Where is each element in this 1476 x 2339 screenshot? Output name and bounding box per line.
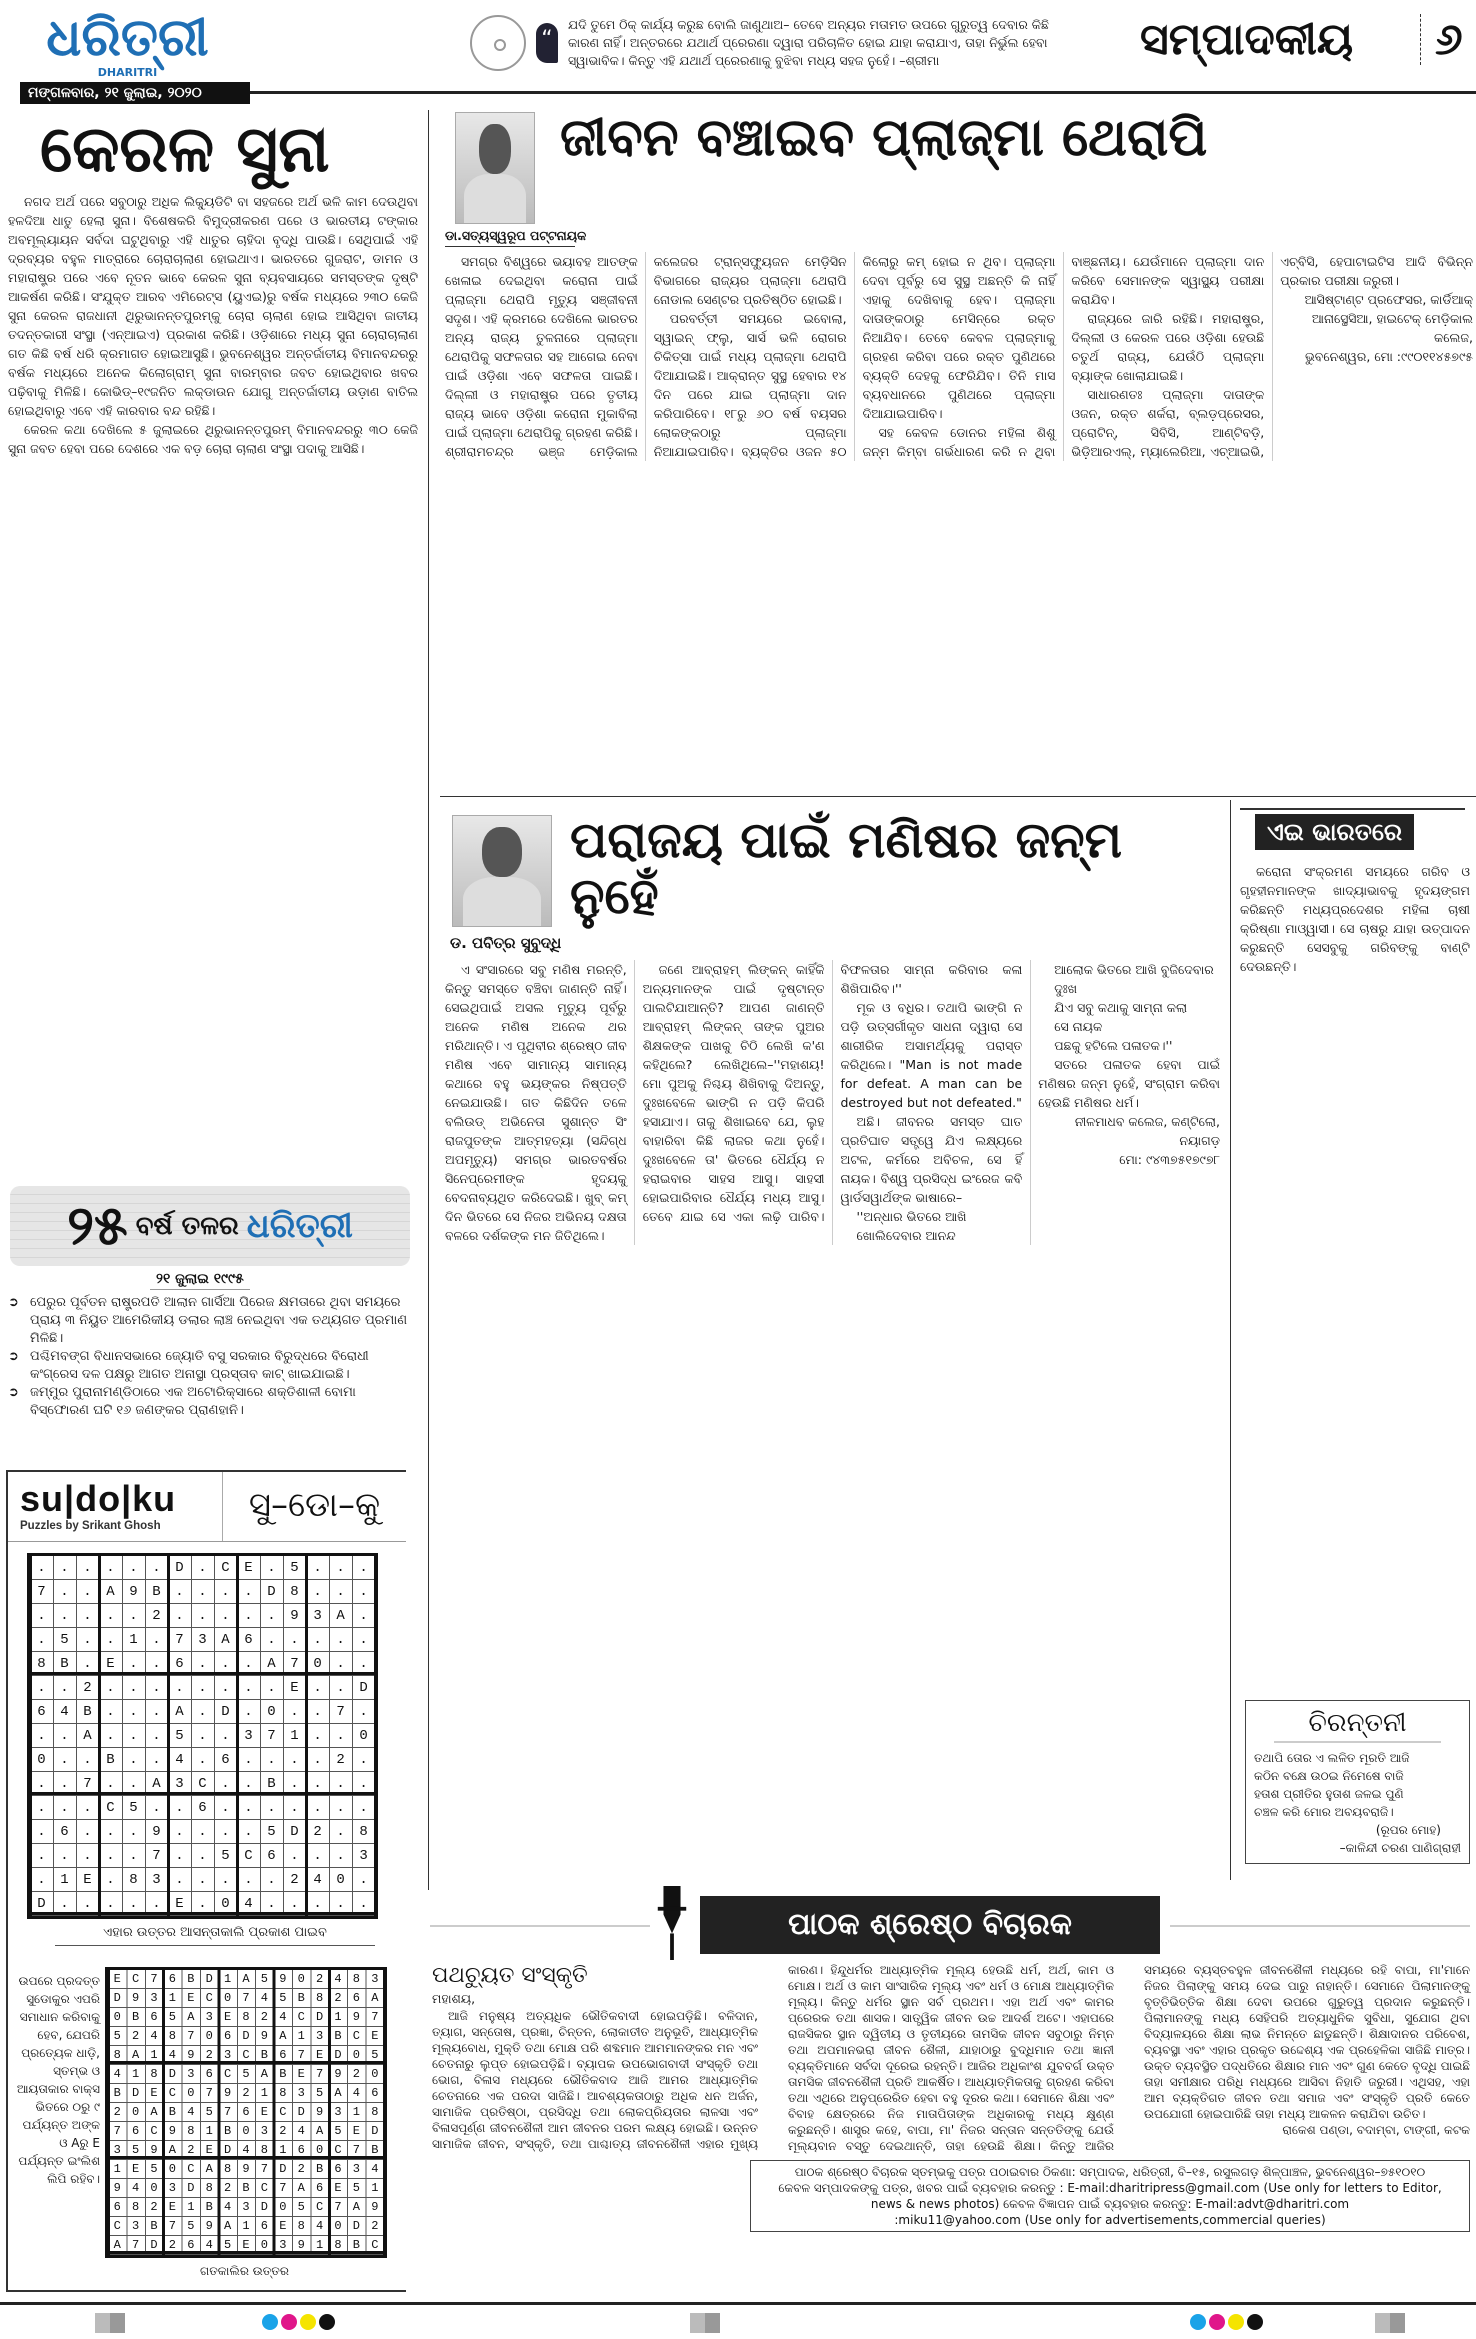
letter-signature: ରାକେଶ ପଣ୍ଡା, ବଦାମ୍ବା, ଟାଙ୍ଗୀ, କଟକ: [1282, 2123, 1470, 2137]
logo-text: ଧରିତ୍ରୀ: [46, 8, 209, 68]
plasma-paragraph: ସମଗ୍ର ବିଶ୍ୱରେ ଭୟାବହ ଆତଙ୍କ ଖେଳାଇ ଦେଇଥିବା କରୋନା ପାଇଁ ପ୍ଲାଜ୍‌ମା ଥେରାପି ମୃତ୍ୟୁ ସଞ୍ଜୀବନୀ ସଦୃଶ। ଏହି କ୍ରମରେ ଦେଖିଲେ ଭାରତର ଅନ୍ୟ ରାଜ୍ୟ ତୁଳନାରେ ପ୍ଲାଜ୍‌ମା ଥେରାପିକୁ ସଫଳତାର ସହ ଆଗେଇ ନେବା ପାଇଁ ଓଡ଼ିଶା ଏବେ ସଫଳତା ପାଇଛି। ଦିଲ୍ଲୀ ଓ ମହାରାଷ୍ଟ୍ର ପରେ ତୃତୀୟ ରାଜ୍ୟ ଭାବେ ଓଡ଼ିଶା କରୋନା ମୁକାବିଲା ପାଇଁ ପ୍ଲାଜ୍‌ମା ଥେରାପିକୁ ଗ୍ରହଣ କରିଛି। ଶ୍ରୀରାମଚନ୍ଦ୍ର ଭଞ୍ଜ ମେଡ଼ିକାଲ କଲେଜର ଟ୍ରାନ୍ସଫ୍ୟୁଜନ ମେଡ଼ିସିନ ବିଭାଗରେ ରାଜ୍ୟର ପ୍ଲାଜ୍‌ମା ଥେରାପି ନୋଡାଲ ସେଣ୍ଟର ପ୍ରତିଷ୍ଠିତ ହୋଇଛି।: [445, 254, 847, 459]
footer-rule: [0, 2302, 1476, 2305]
section-title: ସମ୍ପାଦକୀୟ: [1140, 14, 1354, 65]
defeat-paragraph: ଏ ସଂସାରରେ ସବୁ ମଣିଷ ମରନ୍ତି, କିନ୍ତୁ ସମସ୍ତେ ବଞ୍ଚିବା ଜାଣନ୍ତି ନାହିଁ। ସେଇଥିପାଇଁ ଅସଲ ମୃତ୍ୟୁ ପୂର୍ବରୁ ଅନେକ ମଣିଷ ଅନେକ ଥର ମରିଥାନ୍ତି। ଏ ପୃଥିବୀର ଶ୍ରେଷ୍ଠ ଜୀବ ମଣିଷ ଏବେ ସାମାନ୍ୟ ସାମାନ୍ୟ କଥାରେ ବହୁ ଭୟଙ୍କର ନିଷ୍ପତ୍ତି ନେଇଯାଉଛି। ଗତ କିଛିଦିନ ତଳେ ବଲିଉଡ୍ ଅଭିନେତା ସୁଶାନ୍ତ ସିଂ ରାଜପୁତଙ୍କ ଆତ୍ମହତ୍ୟା (ସନ୍ଦିଗ୍ଧ ଅପମୃତ୍ୟୁ) ସମଗ୍ର ଭାରତବର୍ଷର ସିନେପ୍ରେମୀଙ୍କ ହୃଦୟକୁ ବେଦନାବ୍ୟଥିତ କରିଦେଇଛି। ଖୁବ୍ କମ୍ ଦିନ ଭିତରେ ସେ ନିଜର ଅଭିନୟ ଦକ୍ଷତା ବଳରେ ଦର୍ଶକଙ୍କ ମନ ଜିତିଥିଲେ।: [445, 962, 627, 1243]
sudoku-byline: Puzzles by Srikant Ghosh: [20, 1520, 161, 1532]
ei-bharatare-body: [1240, 862, 1470, 976]
sudoku-row[interactable]: .6...9....5D2.8: [37, 1824, 383, 1840]
poem-line: ସେ ନାୟକ: [1054, 1019, 1103, 1034]
defeat-paragraph: ମୂକ ଓ ବଧିର। ତଥାପି ଭାଙ୍ଗି ନ ପଡ଼ି ଉତ୍ସର୍ଗୀକୃତ ସାଧନା ଦ୍ୱାରା ସେ ଶାରୀରିକ ଅସାମର୍ଥ୍ୟକୁ ପରାସ୍ତ କରିଥିଲେ। "Man is not made for defeat. A man can be destroyed but not defeated.": [840, 1000, 1023, 1110]
signature-line: ଆନାସ୍ଥେସିଆ, ହାଇଟେକ୍ ମେଡ଼ିକାଲ କଲେଜ,: [1311, 311, 1473, 345]
poem-line: ଚଞ୍ଚଳ କରି ମୋର ଅବୟବରାଜି।: [1254, 1805, 1394, 1819]
chirantani-title: ଚିରନ୍ତନୀ: [1274, 1707, 1441, 1743]
sudoku-row[interactable]: .5..1.73A6.....: [37, 1632, 383, 1648]
list-item: ➲ ଜମ୍ମୁର ପୁରାନାମଣ୍ଡିଠାରେ ଏକ ଅଟୋରିକ୍ସାରେ ଶକ୍ତିଶାଳୀ ବୋମା ବିସ୍ଫୋରଣ ଘଟି ୧୬ ଜଣଙ୍କର ପ୍ରାଣହାନି।: [8, 1384, 413, 1420]
years-number: ୨୫: [67, 1194, 128, 1257]
signature-line: ଆସିଷ୍ଟାଣ୍ଟ ପ୍ରଫେସର, କାର୍ଡିଆକ୍: [1304, 292, 1473, 307]
color-registration-mark: [262, 2314, 335, 2330]
gray-registration-mark: [690, 2313, 720, 2333]
address-line[interactable]: କେବଳ ସମ୍ପାଦକଙ୍କୁ ପତ୍ର, ଖବର ପାଇଁ ବ୍ୟବହାର କରନ୍ତୁ : E-mail:dharitripress@gmail.com (Use only for letters to Editor,: [778, 2181, 1442, 2195]
defeat-closing: ସତରେ ପଳାତକ ହେବା ପାଇଁ ମଣିଷର ଜନ୍ମ ନୁହେଁ, ସଂଗ୍ରାମ କରିବା ହେଉଛି ମଣିଷର ଧର୍ମ।: [1038, 1057, 1220, 1110]
letter-salutation: ମହାଶୟ,: [432, 1991, 476, 2006]
pen-nib-icon: [655, 1886, 689, 1960]
address-line: ପାଠକ ଶ୍ରେଷ୍ଠ ବିଚାରକ ସ୍ତମ୍ଭକୁ ପତ୍ର ପଠାଇବାର ଠିକଣା: ସମ୍ପାଦକ, ଧରିତ୍ରୀ, ବି–୧୫, ରସୁଲଗଡ଼ ଶିଳ୍ପାଞ୍ଚଳ, ଭୁବନେଶ୍ୱର–୭୫୧୦୧୦: [794, 2165, 1426, 2179]
sidebar-rule: [1240, 808, 1465, 810]
answer-row: A7D2645E03918BC: [113, 2238, 390, 2252]
sudoku-row[interactable]: .....2.....93A.: [37, 1608, 383, 1624]
answer-note: ଗତକାଲିର ଉତ୍ତର: [200, 2264, 289, 2278]
column-divider: [1230, 800, 1231, 1880]
poem-line: ପଛକୁ ହଟିଲେ ପଳାତକ।'': [1054, 1038, 1173, 1053]
wheel-emblem-icon: [470, 15, 526, 71]
readers-section: [432, 1962, 1470, 2232]
gray-registration-mark: [95, 2313, 125, 2333]
editorial-body: [8, 192, 418, 1180]
sudoku-row[interactable]: ...C5..6.......: [37, 1800, 383, 1816]
logo-subtext: DHARITRI: [97, 66, 158, 79]
sudoku-row[interactable]: .....7..5C6...3: [37, 1848, 383, 1864]
plasma-headline: ଜୀବନ ବଞ୍ଚାଇବ ପ୍ଲାଜ୍‌ମା ଥେରାପି: [560, 108, 1208, 168]
defeat-author: ଡ. ପବିତ୍ର ସୁବୁଦ୍ଧି: [450, 934, 562, 952]
quote-text: ଯଦି ତୁମେ ଠିକ୍ କାର୍ଯ୍ୟ କରୁଛ ବୋଲି ଜାଣୁଥାଅ– ତେବେ ଅନ୍ୟର ମତାମତ ଉପରେ ଗୁରୁତ୍ୱ ଦେବାର କିଛି କାରଣ ନାହିଁ। ଅନ୍ତରରେ ଯଥାର୍ଥ ପ୍ରେରଣା ଦ୍ୱାରା ପରିଚାଳିତ ହୋଇ ଯାହା କରାଯାଏ, ତାହା ନିର୍ଭୁଲ ହେବା ସ୍ୱାଭାବିକ। କିନ୍ତୁ ଏହି ଯଥାର୍ଥ ପ୍ରେରଣାକୁ ବୁଝିବା ମଧ୍ୟ ସହଜ ନୁହେଁ। –ଶ୍ରୀମା: [568, 17, 1049, 68]
plasma-paragraph: ସାଧାରଣତଃ ପ୍ଲାଜ୍‌ମା ଦାତାଙ୍କ ଓଜନ, ରକ୍ତ ଶର୍କରା, ବ୍ଲଡ଼ପ୍ରେସର, ପ୍ରୋଟିନ୍, ସିବିସି, ଆଣ୍ଟିବଡ଼ି, ଭିଡ଼ିଆରଏଲ୍, ମ୍ୟାଲେରିଆ, ଏଚ୍‌ଆଇଭି, ଏଚ୍‌ବିସି, ହେପାଟାଇଟିସ ଆଦି ବିଭିନ୍ନ ପ୍ରକାର ପରୀକ୍ଷା ଜରୁରୀ।: [1071, 254, 1473, 459]
list-item: ➲ ପଶ୍ଚିମବଙ୍ଗ ବିଧାନସଭାରେ ଜ୍ୟୋତି ବସୁ ସରକାର ବିରୁଦ୍ଧରେ ବିରୋଧୀ କଂଗ୍ରେସ ଦଳ ପକ୍ଷରୁ ଆଗତ ଅନାସ୍ଥା ପ୍ରସ୍ତାବ କାଟ୍ ଖାଇଯାଇଛି।: [8, 1348, 413, 1384]
poem-line: ''ଅନ୍ଧାର ଭିତରେ ଆଖି ଖୋଲିଦେବାର ଆନନ୍ଦ: [856, 1209, 967, 1243]
sudoku-row[interactable]: ......D.CE.5...: [37, 1560, 383, 1576]
sudoku-row[interactable]: ..A...5..371..0: [37, 1728, 383, 1744]
sudoku-row[interactable]: 0..B..4.6....2.: [37, 1752, 383, 1768]
25-years-ago-banner: [10, 1186, 410, 1266]
answer-row: 0B65A3E824CD197: [113, 2010, 390, 2024]
plasma-author: ଡା.ସତ୍ୟସ୍ୱରୂପ ପଟ୍ଟନାୟକ: [445, 228, 587, 243]
plasma-signature: [1280, 290, 1473, 366]
signature-line: ଭୁବନେଶ୍ୱର, ମୋ :୯୯୦୧୧୪୫୭୯୫: [1304, 349, 1473, 364]
signature-line: ମୋ: ୯୪୩୭୫୧୭୯୭୮: [1119, 1152, 1220, 1167]
section-divider: [440, 796, 1476, 797]
poem-line: ହତାଶ ପ୍ରୀତିର ହୁତାଶ ଜଳଇ ପୁଣି: [1254, 1787, 1404, 1801]
sudoku-answer-grid: [108, 1970, 390, 2255]
answer-row: 5248706D9A13BCE: [113, 2029, 390, 2043]
sudoku-row[interactable]: D.....E.04.....: [37, 1896, 383, 1912]
column-divider: [428, 110, 429, 1890]
gray-registration-mark: [1375, 2313, 1405, 2333]
quote-box: [470, 6, 1070, 80]
answer-row: 20AB4576ECD9318: [113, 2105, 390, 2119]
readers-address-box: [750, 2160, 1470, 2232]
editorial-paragraph: ନଗଦ ଅର୍ଥ ପରେ ସବୁଠାରୁ ଅଧିକ ଲିକ୍ୟୁଡିଟି ବା ସହଜରେ ଅର୍ଥ ଭଳି କାମ ଦେଉଥିବା ହଳଦିଆ ଧାତୁ ହେଲା ସୁନା। ବିଶେଷକରି ବିମୁଦ୍ରୀକରଣ ପରେ ଓ ଭାରତୀୟ ଟଙ୍କାର ଅବମୂଲ୍ୟାୟନ ସର୍ବଦା ଘଟୁଥିବାରୁ ଏହି ଧାତୁର ଚାହିଦା ବୃଦ୍ଧି ପାଉଛି। ସେଥିପାଇଁ ଏହି ଦ୍ରବ୍ୟର ବହୁଳ ମାତ୍ରାରେ ଚୋରାଚାଲାଣ ହୋଇଥାଏ। ଭାରତରେ ଗୁଜରାଟ, ଡାମନ ଓ ମହାରାଷ୍ଟ୍ର ପରେ ଏବେ ନୂତନ ଭାବେ କେରଳ ସୁନା ବ୍ୟବସାୟରେ ସମସ୍ତଙ୍କ ଦୃଷ୍ଟି ଆକର୍ଷଣ କରିଛି। ସଂଯୁକ୍ତ ଆରବ ଏମିରେଟ୍ସ (ୟୁଏଇ)ରୁ ବର୍ଷକ ମଧ୍ୟରେ ୨୩୦ କେଜି ସୁନା କେରଳ ରାଜଧାନୀ ଥିରୁଭାନନ୍ତପୁରମ୍‌କୁ ଚୋରା ଚାଲାଣ ହୋଇ ଆସିଥିବା ଜାତୀୟ ତଦନ୍ତକାରୀ ସଂସ୍ଥା (ଏନ୍‌ଆଇଏ) ପ୍ରକାଶ କରିଛି। ଓଡ଼ିଶାରେ ମଧ୍ୟ ସୁନା ଚୋରାଚାଲାଣ ଗତ କିଛି ବର୍ଷ ଧରି କ୍ରମାଗତ ହୋଇଆସୁଛି। ଭୁବନେଶ୍ୱର ଅନ୍ତର୍ଜାତୀୟ ବିମାନବନ୍ଦରରୁ ବର୍ଷକ ମଧ୍ୟରେ ଅନେକ କିଲୋଗ୍ରାମ୍ ସୁନା ବାରମ୍ବାର ଜବତ ହୋଇଥିବାର ଖବର ପଢ଼ିବାକୁ ମିଳିଛି। କୋଭିଡ୍–୧୯ଜନିତ ଲକ୍‌ଡାଉନ ଯୋଗୁ ଅନ୍ତର୍ଜାତୀୟ ଉଡ଼ାଣ ବାତିଲ ହୋଇଥିବାରୁ ଏବେ ଏହି କାରବାର ବନ୍ଦ ରହିଛି।: [8, 194, 418, 418]
answer-row: 9403D82BC7A6E51: [113, 2181, 390, 2195]
page-number: ୬: [1420, 14, 1463, 65]
answer-row: 1E50CA897D2B634: [113, 2162, 390, 2176]
letter-title: ପଥଚ୍ୟୁତ ସଂସ୍କୃତି: [432, 1963, 588, 1988]
author-photo: [455, 112, 535, 224]
readers-banner: ପାଠକ ଶ୍ରେଷ୍ଠ ବିଚାରକ: [700, 1896, 1160, 1954]
answer-row: BDEC07921835A46: [113, 2086, 390, 2100]
sudoku-row[interactable]: .1E.83.....240.: [37, 1872, 383, 1888]
plasma-paragraph: ପରବର୍ତ୍ତୀ ସମୟରେ ଇବୋଲା, ସ୍ୱାଇନ୍ ଫ୍ଲୁ, ସାର୍ସ ଭଳି ରୋଗର ଚିକିତ୍ସା ପାଇଁ ମଧ୍ୟ ପ୍ଲାଜ୍‌ମା ଥେରାପି ଦିଆଯାଇଛି। ଆକ୍ରାନ୍ତ ସୁସ୍ଥ ହେବାର ୧୪ ଦିନ ପରେ ଯାଇ ପ୍ଲାଜ୍‌ମା ଦାନ କରିପାରିବେ। ୧୮ରୁ ୬୦ ବର୍ଷ ବୟସର ଲୋକଙ୍କଠାରୁ ପ୍ଲାଜ୍‌ମା ନିଆଯାଇପାରିବ। ବ୍ୟକ୍ତିର ଓଜନ ୫୦ କିଲୋରୁ କମ୍ ହୋଇ ନ ଥିବ। ପ୍ଲାଜ୍‌ମା ଦେବା ପୂର୍ବରୁ ସେ ସୁସ୍ଥ ଅଛନ୍ତି କି ନାହିଁ ଏହାକୁ ଦେଖିବାକୁ ହେବ। ପ୍ଲାଜ୍‌ମା ଦାତାଙ୍କଠାରୁ ମେସିନ୍‌ରେ ରକ୍ତ ନିଆଯିବ। ତେବେ କେବଳ ପ୍ଲାଜ୍‌ମାକୁ ଗ୍ରହଣ କରିବା ପରେ ରକ୍ତ ପୁଣିଥରେ ବ୍ୟକ୍ତି ଦେହକୁ ଫେରିଯିବ। ତିନି ମାସ ବ୍ୟବଧାନରେ ପୁଣିଥରେ ପ୍ଲାଜ୍‌ମା ଦିଆଯାଇପାରିବ।: [653, 254, 1056, 459]
years-date: ୨୧ ଜୁଲାଇ ୧୯୯୫: [150, 1270, 250, 1290]
sudoku-logo: su|do|ku: [20, 1478, 177, 1519]
answer-row: EC76BD1A5902483: [113, 1972, 390, 1986]
poem-line: ତଥାପି ତୋର ଏ ଲଳିତ ମୂରତି ଆଜି: [1254, 1751, 1410, 1765]
defeat-headline: ପରାଜୟ ପାଇଁ ମଣିଷର ଜନ୍ମ ନୁହେଁ: [570, 811, 1122, 925]
sudoku-row[interactable]: 8B.E..6...A70..: [37, 1656, 383, 1672]
sudoku-row[interactable]: ..2........E..D: [37, 1680, 383, 1696]
plasma-paragraph: ରାଜ୍ୟରେ ଜାରି ରହିଛି। ମହାରାଷ୍ଟ୍ର, ଦିଲ୍ଲୀ ଓ କେରଳ ପରେ ଓଡ଼ିଶା ହେଉଛି ଚତୁର୍ଥ ରାଜ୍ୟ, ଯେଉଁଠି ପ୍ଲାଜ୍‌ମା ବ୍ୟାଙ୍କ ଖୋଲାଯାଇଛି।: [1071, 311, 1265, 383]
sudoku-row[interactable]: 7..A9B....D8...: [37, 1584, 383, 1600]
masthead-rule: [250, 91, 1476, 94]
answer-row: 8A14923CB67ED05: [113, 2048, 390, 2062]
letter-body: [432, 1962, 1470, 2154]
years-news-list: [8, 1294, 413, 1420]
byline-rule: [445, 246, 575, 247]
sidebar-paragraph: କରୋନା ସଂକ୍ରମଣ ସମୟରେ ଗରିବ ଓ ଗୃହହୀନମାନଙ୍କ ଖାଦ୍ୟାଭାବକୁ ହୃଦୟଙ୍ଗମ କରିଛନ୍ତି ମଧ୍ୟପ୍ରଦେଶର ମହିଳା ଚାଷୀ କ୍ରିଷ୍ଣା ମାଓ୍ୱାସୀ। ସେ ଚାଷରୁ ଯାହା ଉତ୍ପାଦନ କରୁଛନ୍ତି ସେସବୁକୁ ଗରିବଙ୍କୁ ବାଣ୍ଟି ଦେଉଛନ୍ତି।: [1240, 864, 1470, 974]
signature-line: ନୀଳମାଧବ କଲେଜ, କଣ୍ଟିଲୋ, ନୟାଗଡ଼: [1074, 1114, 1220, 1148]
answer-row: 76C981B0324A5ED: [113, 2124, 390, 2138]
poem-line: ଆଲୋକ ଭିତରେ ଆଖି ବୁଜିଦେବାର ଦୁଃଖ: [1054, 962, 1214, 996]
banner-rule: [1170, 1925, 1470, 1927]
defeat-signature: [1038, 1112, 1220, 1169]
sudoku-row[interactable]: ..7..A3C..B....: [37, 1776, 383, 1792]
address-line[interactable]: news & news photos) କେବଳ ବିଜ୍ଞାପନ ପାଇଁ ବ୍ୟବହାର କରନ୍ତୁ: E-mail:advt@dharitri.com: [870, 2197, 1350, 2211]
years-brand: ଧରିତ୍ରୀ: [246, 1206, 353, 1246]
list-item: ➲ ପେରୁର ପୂର୍ବତନ ରାଷ୍ଟ୍ରପତି ଆଲାନ ଗାର୍ସିଆ ପିରେଜ କ୍ଷମତାରେ ଥିବା ସମୟରେ ପ୍ରାୟ ୩ ନିୟୁତ ଆମେରିକୀୟ ଡଲାର ଲାଞ୍ଚ ନେଇଥିବା ଏକ ତଥ୍ୟଗତ ପ୍ରମାଣ ମିଳିଛି।: [8, 1294, 413, 1348]
editorial-paragraph: କେରଳ କଥା ଦେଖିଲେ ୫ ଜୁଲାଇରେ ଥିରୁଭାନନ୍ତପୁରମ୍ ବିମାନବନ୍ଦରରୁ ୩୦ କେଜି ସୁନା ଜବତ ହେବା ପରେ ଦେଶରେ ଏକ ବଡ଼ ଚୋରା ଚାଲାଣ ସଂସ୍ଥା ପଦାକୁ ଆସିଛି।: [8, 422, 418, 456]
quote-mark-icon: “: [536, 23, 558, 63]
sudoku-title-odia: ସୁ–ଡୋ–କୁ: [248, 1485, 381, 1525]
sudoku-instructions: ଉପରେ ପ୍ରଦତ୍ତ ସୁଡୋକୁର ଏପରି ସମାଧାନ କରିବାକୁ ହେବ, ଯେପରି ପ୍ରତ୍ୟେକ ଧାଡ଼ି, ସ୍ତମ୍ଭ ଓ ଆୟତାକାର ବାକ୍ସ ଭିତରେ ୦ରୁ ୯ ପର୍ଯ୍ୟନ୍ତ ଅଙ୍କ ଓ Aରୁ E ପର୍ଯ୍ୟନ୍ତ ଇଂଲିଶ ଲିପି ରହିବ।: [16, 1974, 100, 2186]
defeat-paragraph: ଜଣେ ଆବ୍ରାହମ୍ ଲିଙ୍କନ୍ କାହିଁକି ଅନ୍ୟମାନଙ୍କ ପାଇଁ ଦୃଷ୍ଟାନ୍ତ ପାଲଟିଯାଆନ୍ତି? ଆପଣ ଜାଣନ୍ତି ଆବ୍ରାହମ୍ ଲିଙ୍କନ୍ ତାଙ୍କ ପୁଅର ଶିକ୍ଷକଙ୍କ ପାଖକୁ ଚିଠି ଲେଖି କ'ଣ କହିଥିଲେ? ଲେଖିଥିଲେ–''ମହାଶୟ! ମୋ ପୁଅକୁ ନିଶ୍ଚୟ ଶିଖିବାକୁ ଦିଅନ୍ତୁ, ଦୁଃଖବେଳେ ଭାଙ୍ଗି ନ ପଡ଼ି କିପରି ହସାଯାଏ। ତାକୁ ଶିଖାଇବେ ଯେ, ଲୁହ ବାହାରିବା କିଛି ଲାଜର କଥା ନୁହେଁ। ଦୁଃଖବେଳେ ତା' ଭିତରେ ଧୈର୍ଯ୍ୟ ନ ହରାଇବାର ସାହସ ଆସୁ। ସାହସୀ ହୋଇପାରିବାର ଧୈର୍ଯ୍ୟ ମଧ୍ୟ ଆସୁ। ତେବେ ଯାଇ ସେ ଏକା ଲଢ଼ି ପାରିବ। ବିଫଳତାର ସାମ୍ନା କରିବାର କଳା ଶିଖିପାରିବ।'': [642, 962, 1023, 1224]
answer-row: D931EC0745B826A: [113, 1991, 390, 2005]
poem-line: କଠିନ ବକ୍ଷେ ଉଠଇ ନିମେଷେ ବାଜି: [1254, 1769, 1404, 1783]
sudoku-row[interactable]: 64B...A.D.0..7.: [37, 1704, 383, 1720]
editorial-headline: କେରଳ ସୁନା: [40, 113, 330, 187]
defeat-paragraph: ଅଛି। ଜୀବନର ସମସ୍ତ ଘାତ ପ୍ରତିଘାତ ସତ୍ତ୍ୱେ ଯିଏ ଲକ୍ଷ୍ୟରେ ଅଟଳ, କର୍ମରେ ଅବିଚଳ, ସେ ହିଁ ନାୟକ। ବିଶ୍ୱ ପ୍ରସିଦ୍ଧ ଇଂରେଜ କବି ୱାର୍ଡସୱାର୍ଥଙ୍କ ଭାଷାରେ–: [840, 1114, 1023, 1205]
author-photo: [452, 815, 552, 927]
plasma-body: [445, 252, 1473, 461]
poem-line: ଯିଏ ସବୁ କଥାକୁ ସାମ୍ନା କଲା: [1054, 1000, 1188, 1015]
answer-row: 682E1B43D05C7A9: [113, 2200, 390, 2214]
issue-date: ମଙ୍ଗଳବାର, ୨୧ ଜୁଲାଇ, ୨୦୨୦: [20, 82, 250, 104]
plasma-paragraph: ସହ କେବଳ ଡୋନର ମହିଳା ଶିଶୁ ଜନ୍ମ କିମ୍ବା ଗର୍ଭଧାରଣ କରି ନ ଥିବା ବାଞ୍ଛନୀୟ। ଯେଉଁମାନେ ପ୍ଲାଜ୍‌ମା ଦାନ କରିବେ ସେମାନଙ୍କ ସ୍ୱାସ୍ଥ୍ୟ ପରୀକ୍ଷା କରାଯିବ।: [862, 254, 1265, 459]
color-registration-mark: [1190, 2314, 1263, 2330]
banner-rule: [430, 1925, 650, 1927]
address-line[interactable]: :miku11@yahoo.com (Use only for advertisements,commercial queries): [894, 2213, 1326, 2227]
answer-row: 359A2ED48160C7B: [113, 2143, 390, 2157]
puzzle-note: ଏହାର ଉତ୍ତର ଆସନ୍ତାକାଲି ପ୍ରକାଶ ପାଇବ: [55, 1924, 375, 1946]
letter-paragraph: ଆଜି ମନୁଷ୍ୟ ଅତ୍ୟଧିକ ଭୌତିକବାଦୀ ହୋଇପଡ଼ିଛି। ବଳିଦାନ, ତ୍ୟାଗ, ସନ୍ତୋଷ, ପ୍ରଜ୍ଞା, ଚିନ୍ତନ, ଲୋକାତୀତ ଅନୁଭୂତି, ଆଧ୍ୟାତ୍ମିକ ମୂଲ୍ୟବୋଧ, ମୁକ୍ତି ତଥା ମୋକ୍ଷ ପରି ଶବ୍ଦମାନ ଆମମାନଙ୍କର ମନ ଏବଂ ଚେତନାରୁ ଲୁପ୍ତ ହୋଇପଡ଼ିଛି। ବ୍ୟାପକ ଉପଭୋଗବାଦୀ ସଂସ୍କୃତି ତଥା ଭୋଗ, ବିଳାସ ମଧ୍ୟରେ ଭୌତିକବାଦ ଆଜି ଆମର ଆଧ୍ୟାତ୍ମିକ ଚେତନାରେ ଏକ ପରଦା ସାଜିଛି। ଆବଶ୍ୟକତାଠାରୁ ଅଧିକ ଧନ ଅର୍ଜନ, ସାମାଜିକ ପ୍ରତିଷ୍ଠା, ପ୍ରସିଦ୍ଧି ତଥା ଲୋକପ୍ରିୟତାର ଲାଳସା ଏବଂ ବିଳାସପୂର୍ଣ୍ଣ ଜୀବନଶୈଳୀ ଆମ ଜୀବନର ପରମ ଲକ୍ଷ୍ୟ ହୋଇଛି। ଉନ୍ନତ ସାମାଜିକ ଜୀବନ, ସଂସ୍କୃତି, ତଥା ପାଶ୍ଚାତ୍ୟ ଜୀବନଶୈଳୀ ଏହାର ମୁଖ୍ୟ କାରଣ। ହିନ୍ଦୁଧର୍ମର ଆଧ୍ୟାତ୍ମିକ ମୂଲ୍ୟ ହେଉଛି ଧର୍ମ, ଅର୍ଥ, କାମ ଓ ମୋକ୍ଷ। ଅର୍ଥ ଓ କାମ ସାଂସାରିକ ମୂଲ୍ୟ ଏବଂ ଧର୍ମ ଓ ମୋକ୍ଷ ଆଧ୍ୟାତ୍ମିକ ମୂଲ୍ୟ। କିନ୍ତୁ ଧର୍ମର ସ୍ଥାନ ସର୍ବ ପ୍ରଥମ। ଏହା ଅର୍ଥ ଏବଂ କାମର ପ୍ରେରକ ତଥା ଶାସକ। ସାତ୍ତ୍ୱିକ ଜୀବନ ଉଚ୍ଚ ଆଦର୍ଶ ଅଟେ। ଏହାପରେ ରାଜସିକର ସ୍ଥାନ ଦ୍ୱିତୀୟ ଓ ତୃତୀୟରେ ତାମସିକ ଜୀବନ ସବୁଠାରୁ ନିମ୍ନ ତଥା ଅପମାନଭରା ଜୀବନ ଶୈଳୀ, ଯାହାଠାରୁ ବୁଦ୍ଧିମାନ ତଥା ଜ୍ଞାନୀ ବ୍ୟକ୍ତିମାନେ ସର୍ବଦା ଦୂରେଇ ରହନ୍ତି। ଆଜିର ଅଧିକାଂଶ ଯୁବବର୍ଗ ଉକ୍ତ ତାମସିକ ଜୀବନଶୈଳୀ ପ୍ରତି ଆକର୍ଷିତ। ଆଧ୍ୟାତ୍ମିକତାକୁ ଗ୍ରହଣ କରିବା ତଥା ଏଥିରେ ଅନୁପ୍ରେରିତ ହେବା ବହୁ ଦୂରର କଥା। ସେମାନେ ଶିକ୍ଷା ଏବଂ ବିବାହ କ୍ଷେତ୍ରରେ ନିଜ ମାତାପିତାଙ୍କ ଅଧିକାରକୁ ମଧ୍ୟ କ୍ଷୁଣ୍ଣ କରୁଛନ୍ତି। ଶାସ୍ତ୍ର କହେ, ବାପା, ମା' ନିଜର ସନ୍ତାନ ସନ୍ତତିଙ୍କୁ ଯେଉଁ ମୂଲ୍ୟବାନ ବସ୍ତୁ ଦେଇଥାନ୍ତି, ତାହା ହେଉଛି ଶିକ୍ଷା। କିନ୍ତୁ ଆଜିର ସମୟରେ ବ୍ୟସ୍ତବହୁଳ ଜୀବନଶୈଳୀ ମଧ୍ୟରେ ରହି ବାପା, ମା'ମାନେ ନିଜର ପିଲାଙ୍କୁ ସମୟ ଦେଇ ପାରୁ ନାହାନ୍ତି। ସେମାନେ ପିଲାମାନଙ୍କୁ ବୃତ୍ତିଭିତ୍ତିକ ଶିକ୍ଷା ଦେବା ଉପରେ ଗୁରୁତ୍ୱ ପ୍ରଦାନ କରୁଛନ୍ତି। ପିଲାମାନଙ୍କୁ ମଧ୍ୟ ସେହିପରି ଅତ୍ୟାଧୁନିକ ସୁବିଧା, ସୁଯୋଗ ଥିବା ବିଦ୍ୟାଳୟରେ ଶିକ୍ଷା ଲାଭ ନିମନ୍ତେ ଛାଡୁଛନ୍ତି। ଶିକ୍ଷାଦାନର ପରିବେଶ, ବ୍ୟବସ୍ଥା ଏବଂ ଏହାର ପ୍ରକୃତ ଉଦ୍ଦେଶ୍ୟ ଏକ ପ୍ରହେଳିକା ସାଜିଛି ମାତ୍ର। ଉକ୍ତ ବ୍ୟବସ୍ଥିତ ପଦ୍ଧତିରେ ଶିକ୍ଷାର ମାନ ଏବଂ ଗୁଣ କେତେ ବୃଦ୍ଧି ପାଇଛି ତାହା ସମୀକ୍ଷାର ପରିଧି ମଧ୍ୟରେ ଆସିବା ନିହାତି ଜରୁରୀ। ଏଥିସହ, ଏହା ଆମ ବ୍ୟକ୍ତିଗତ ଜୀବନ ତଥା ସମାଜ ଏବଂ ସଂସ୍କୃତି ପ୍ରତି କେତେ ଉପଯୋଗୀ ହୋଇପାରିଛି ତାହା ମଧ୍ୟ ଆକଳନ କରାଯିବା ଉଚିତ।: [432, 1963, 1470, 2153]
ei-bharatare-title: ଏଇ ଭାରତରେ: [1255, 814, 1414, 850]
chirantani-box: [1245, 1700, 1470, 1864]
answer-row: C3B759A16E840D2: [113, 2219, 390, 2233]
poet-name: –କାଳିନ୍ଦୀ ଚରଣ ପାଣିଗ୍ରାହୀ: [1339, 1841, 1461, 1855]
defeat-body: [445, 960, 1220, 1245]
answer-row: 418D36C5ABE7920: [113, 2067, 390, 2081]
poem-source: (ରୂପର ମୋହ): [1375, 1823, 1441, 1837]
sudoku-puzzle-grid[interactable]: [30, 1556, 383, 1916]
years-label: ବର୍ଷ ତଳର: [135, 1210, 239, 1241]
dharitri-logo: [20, 8, 235, 83]
